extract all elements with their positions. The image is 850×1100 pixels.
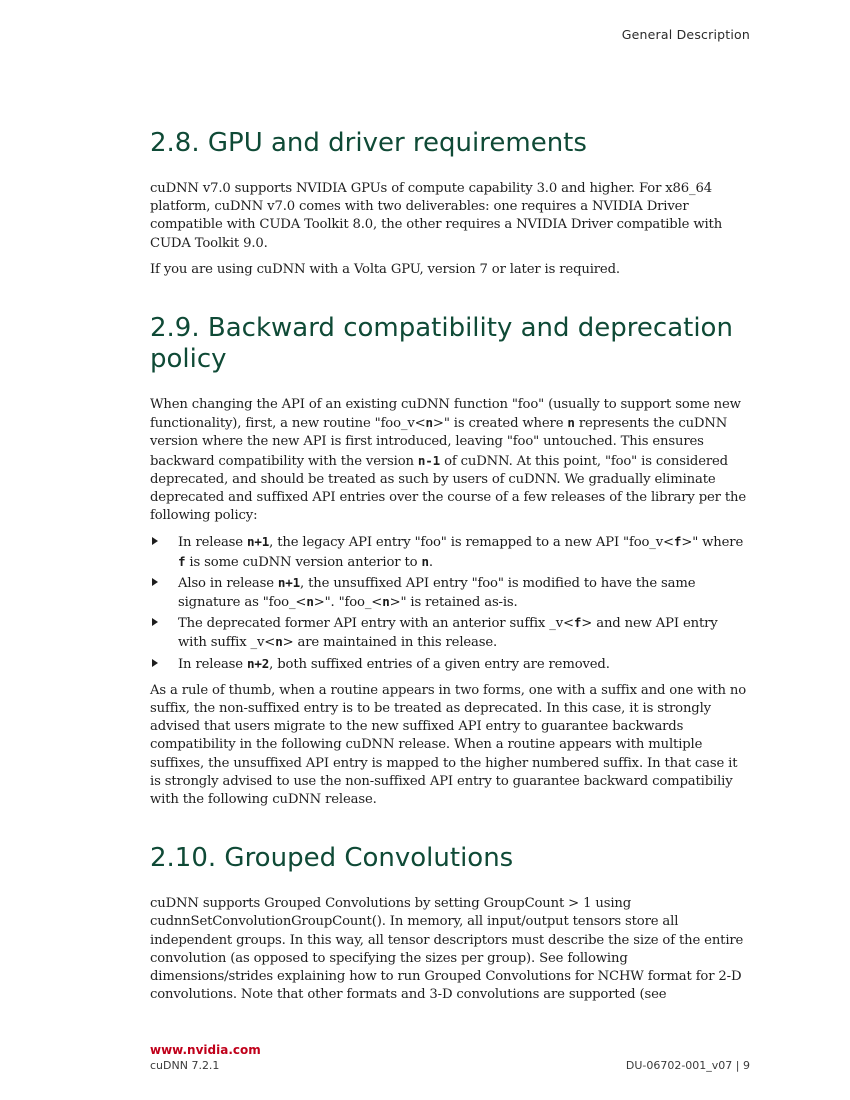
footer-product-version: cuDNN 7.2.1 [150, 1059, 220, 1072]
inline-code: n [382, 594, 390, 610]
bullet-triangle-icon [152, 537, 158, 545]
inline-code: n+2 [247, 655, 270, 671]
inline-code: n [306, 594, 314, 610]
inline-code: n [275, 634, 283, 650]
inline-code: f [573, 615, 582, 631]
paragraph: If you are using cuDNN with a Volta GPU, version 7 or later is required. [150, 261, 620, 277]
section-heading-2-9: 2.9. Backward compatibility and deprecation policy [150, 313, 733, 375]
list-item: In release n+2, both suffixed entries of a given entry are removed. [150, 655, 750, 674]
list-item: In release n+1, the legacy API entry "foo" is remapped to a new API "foo_v<f>" where f is some cuDNN version anterior to n. [150, 533, 750, 571]
section-heading-2-10: 2.10. Grouped Convolutions [150, 843, 514, 874]
inline-code: n+1 [277, 574, 301, 590]
inline-code: n [421, 553, 429, 569]
running-header: General Description [621, 27, 750, 42]
bullet-triangle-icon [152, 659, 158, 667]
paragraph: cuDNN supports Grouped Convolutions by setting GroupCount > 1 using cudnnSetConvolutionGroupCount(). In memory, all input/output tensors store all independent groups. In this way, all tensor descriptors must describe the size of the entire convolution (as opposed to specifying the sizes per group). See following dimensions/strides explaining how to run Grouped Convolutions for NCHW format for 2-D convolutions. Note that other formats and 3-D convolutions are supported (see [150, 896, 744, 1003]
inline-code: f [178, 553, 186, 569]
page-content [150, 128, 750, 1005]
inline-code: n-1 [417, 452, 441, 468]
inline-code: n [425, 415, 433, 431]
bullet-triangle-icon [152, 618, 158, 626]
section-heading-2-8: 2.8. GPU and driver requirements [150, 128, 587, 158]
bullet-triangle-icon [152, 578, 158, 586]
list-item: The deprecated former API entry with an anterior suffix _v<f> and new API entry with suffix _v<n> are maintained in this release. [150, 614, 750, 652]
inline-code: f [673, 534, 682, 550]
inline-code: n+1 [247, 534, 270, 550]
paragraph: When changing the API of an existing cuDNN function "foo" (usually to support some new functionality), first, a new routine "foo_v<n>" is created where n represents the cuDNN version where the new API is first introduced, leaving "foo" untouched. This ensures backward compatibility with the version n-1 of cuDNN. At this point, "foo" is considered deprecated, and should be treated as such by users of cuDNN. We gradually eliminate deprecated and suffixed API entries over the course of a few releases of the library per the following policy: [150, 397, 747, 524]
paragraph: cuDNN v7.0 supports NVIDIA GPUs of compute capability 3.0 and higher. For x86_64 platform, cuDNN v7.0 comes with two deliverables: one requires a NVIDIA Driver compatible with CUDA Toolkit 8.0, the other requires a NVIDIA Driver compatible with CUDA Toolkit 9.0. [150, 181, 723, 251]
paragraph: As a rule of thumb, when a routine appears in two forms, one with a suffix and one with no suffix, the non-suffixed entry is to be treated as deprecated. In this case, it is strongly advised that users migrate to the new suffixed API entry to guarantee backwards compatibility in the following cuDNN release. When a routine appears with multiple suffixes, the unsuffixed API entry is mapped to the higher numbered suffix. In that case it is strongly advised to use the non-suffixed API entry to guarantee backward compatibiliy with the following cuDNN release. [150, 682, 747, 808]
policy-list [150, 533, 750, 673]
footer-url-link[interactable]: www.nvidia.com [150, 1043, 261, 1057]
footer-doc-id-page-number: DU-06702-001_v07 | 9 [625, 1059, 750, 1072]
inline-code: n [567, 415, 575, 431]
list-item: Also in release n+1, the unsuffixed API entry "foo" is modified to have the same signature as "foo_<n>". "foo_<n>" is retained as-is. [150, 574, 750, 612]
